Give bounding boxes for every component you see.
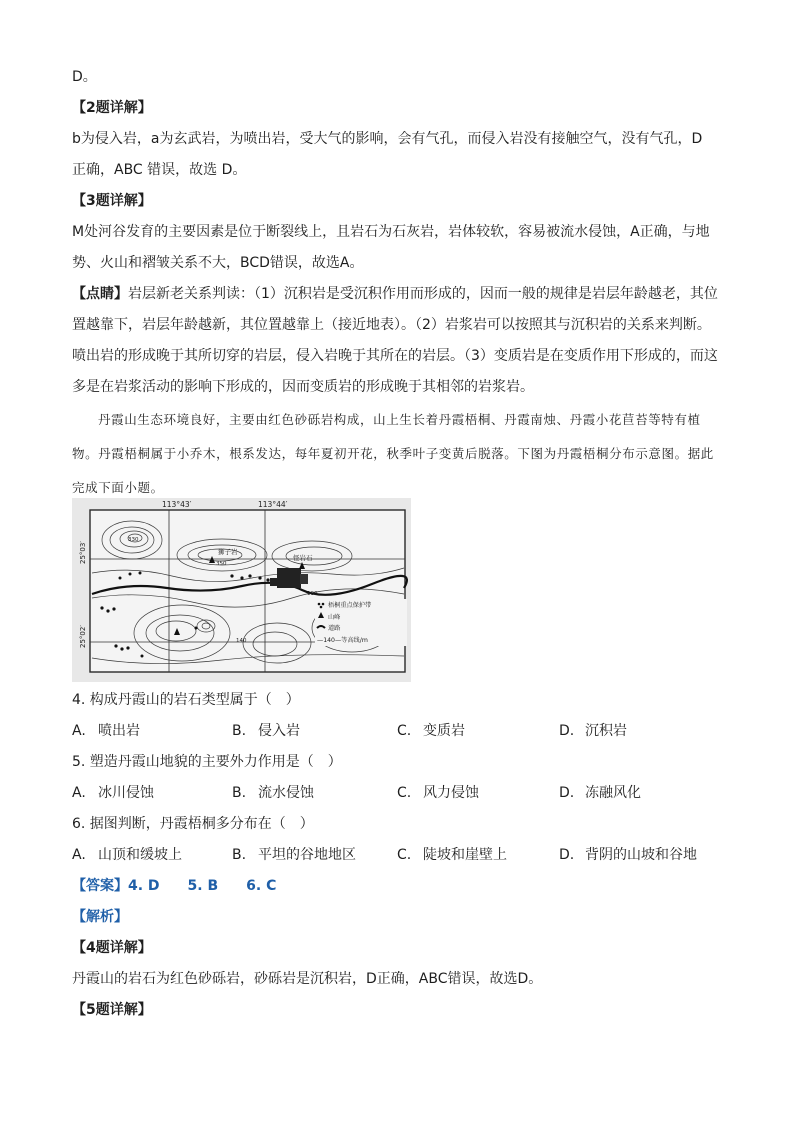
option-row — [72, 716, 722, 747]
option-b[interactable]: B. 平坦的谷地地区 — [232, 847, 356, 863]
legend-zone: 梧桐重点保护带 — [328, 602, 372, 609]
text-line: b为侵入岩，a为玄武岩，为喷出岩，受大气的影响，会有气孔，而侵入岩没有接触空气，没有气孔，D — [72, 131, 703, 147]
option-b[interactable]: B. 流水侵蚀 — [232, 785, 314, 801]
option-b[interactable]: B. 侵入岩 — [232, 723, 300, 739]
peak-label: 狮子岩 — [218, 548, 238, 556]
tip-label: 【点睛】 — [72, 286, 128, 302]
question-stem: 6. 据图判断，丹霞梧桐多分布在（ ） — [72, 816, 314, 832]
legend-peak: 山峰 — [328, 614, 341, 621]
elevation-label: 350 — [216, 561, 227, 567]
reading-passage: 丹霞山生态环境良好，主要由红色砂砾岩构成，山上生长着丹霞梧桐、丹霞南烛、丹霞小花苣苔等特有植物。丹霞梧桐属于小乔木，根系发达，每年夏初开花，秋季叶子变黄后脱落。下图为丹霞梧桐分布示意图。据此完成下面小题。 — [72, 412, 714, 495]
option-c[interactable]: C. 陡坡和崖壁上 — [397, 847, 507, 863]
lat-label: 25°03′ — [79, 541, 87, 564]
detail-heading-5: 【5题详解】 — [72, 1002, 152, 1018]
elevation-label: 140 — [236, 638, 247, 644]
text-line: 正确，ABC 错误，故选 D。 — [72, 162, 247, 178]
question-stem: 4. 构成丹霞山的岩石类型属于（ ） — [72, 692, 300, 708]
answer-label: 【答案】 — [72, 878, 128, 894]
lon-label: 113°44′ — [258, 500, 288, 509]
lon-label: 113°43′ — [162, 500, 192, 509]
elevation-label: 100 — [307, 591, 318, 597]
tip-paragraph — [72, 279, 724, 403]
text-line: 丹霞山的岩石为红色砂砾岩，砂砾岩是沉积岩，D正确，ABC错误，故选D。 — [72, 971, 543, 987]
tip-body: 岩层新老关系判读：（1）沉积岩是受沉积作用而形成的，因而一般的规律是岩层年龄越老，其位置越靠下，岩层年龄越新，其位置越靠上（接近地表）。（2）岩浆岩可以按照其与沉积岩的关系来判断。喷出岩的形成晚于其所切穿的岩层，侵入岩晚于其所在的岩层。（3）变质岩是在变质作用下形成的，而这多是在岩浆活动的影响下形成的，因而变质岩的形成晚于其相邻的岩浆岩。 — [72, 286, 718, 395]
answer-text: 4. D 5. B 6. C — [128, 878, 277, 894]
peak-label: 怪岩石 — [293, 554, 313, 562]
analysis-label: 【解析】 — [72, 909, 128, 925]
answer-line — [72, 871, 724, 902]
legend-road: 道路 — [328, 625, 341, 632]
option-d[interactable]: D. 沉积岩 — [559, 723, 627, 739]
text-line: M处河谷发育的主要因素是位于断裂线上，且岩石为石灰岩，岩体较软，容易被流水侵蚀，A正确，与地 — [72, 224, 710, 240]
legend-contour: —140—等高线/m — [317, 637, 368, 644]
lat-label: 25°02′ — [79, 625, 87, 648]
option-c[interactable]: C. 变质岩 — [397, 723, 465, 739]
option-c[interactable]: C. 风力侵蚀 — [397, 785, 479, 801]
option-a[interactable]: A. 山顶和缓坡上 — [72, 847, 182, 863]
distribution-map — [72, 498, 411, 682]
option-a[interactable]: A. 喷出岩 — [72, 723, 140, 739]
detail-heading-2: 【2题详解】 — [72, 100, 152, 116]
option-d[interactable]: D. 背阴的山坡和谷地 — [559, 847, 697, 863]
option-a[interactable]: A. 冰川侵蚀 — [72, 785, 154, 801]
detail-heading-3: 【3题详解】 — [72, 193, 152, 209]
option-d[interactable]: D. 冻融风化 — [559, 785, 641, 801]
question-stem: 5. 塑造丹霞山地貌的主要外力作用是（ ） — [72, 754, 342, 770]
text-line: 势、火山和褶皱关系不大，BCD错误，故选A。 — [72, 255, 364, 271]
detail-heading-4: 【4题详解】 — [72, 940, 152, 956]
option-row — [72, 840, 722, 871]
option-row — [72, 778, 722, 809]
elevation-label: 330 — [128, 537, 139, 543]
text-line: D。 — [72, 69, 97, 85]
